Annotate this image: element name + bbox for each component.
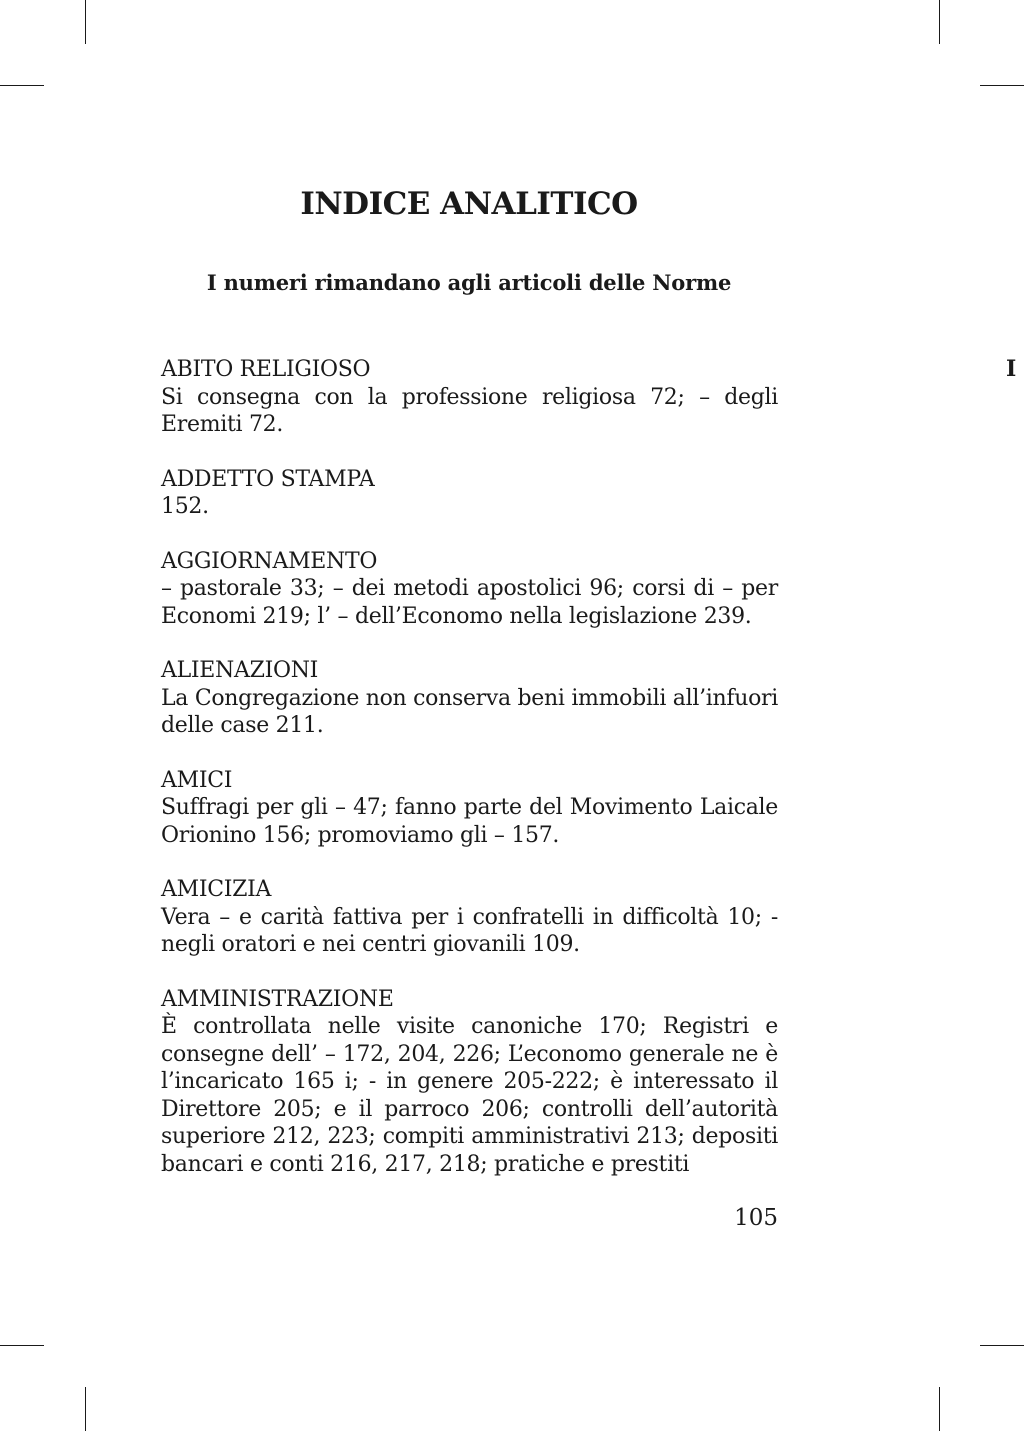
section-letter: I [1006, 356, 1017, 382]
entry-body: Suffragi per gli – 47; fanno parte del Movimento Laicale Orionino 156; promoviamo gli – 157. [161, 795, 778, 848]
index-entry [161, 986, 778, 1179]
crop-mark-bottom-left-vertical [85, 1387, 86, 1431]
crop-mark-top-right-vertical [939, 0, 940, 44]
entry-heading: ABITO RELIGIOSO [161, 357, 371, 382]
entry-body: È controllata nelle visite canoniche 170; Registri e consegne dell’ – 172, 204, 226; L’economo generale ne è l’incaricato 165 i; - in genere 205-222; è interessato il Direttore 205; e il parroco 206; controlli dell’autorità superiore 212, 223; compiti amministrativi 213; depositi bancari e conti 216, 217, 218; pratiche e prestiti [161, 1014, 778, 1177]
crop-mark-top-left-vertical [85, 0, 86, 44]
crop-mark-bottom-right-vertical [939, 1387, 940, 1431]
entry-body: La Congregazione non conserva beni immobili all’infuori delle case 211. [161, 685, 778, 738]
index-entry [161, 876, 778, 959]
entry-heading: ADDETTO STAMPA [161, 466, 375, 492]
index-entries [161, 356, 778, 1205]
crop-mark-bottom-right-horizontal [980, 1345, 1024, 1346]
crop-mark-bottom-left-horizontal [0, 1345, 44, 1346]
entry-body: – pastorale 33; – dei metodi apostolici 96; corsi di – per Economi 219; l’ – dell’Economo nella legislazione 239. [161, 576, 778, 629]
entry-heading: AMMINISTRAZIONE [161, 986, 394, 1012]
index-entry [161, 548, 778, 631]
entry-body: Vera – e carità fattiva per i confratelli in difficoltà 10; - negli oratori e nei centri giovanili 109. [161, 904, 778, 957]
entry-heading: AMICI [161, 767, 233, 793]
entry-heading: ALIENAZIONI [161, 658, 319, 683]
crop-mark-top-left-horizontal [0, 85, 44, 86]
index-entry [161, 657, 778, 740]
index-entry [161, 466, 778, 521]
index-entry [161, 767, 778, 850]
entry-heading: AMICIZIA [161, 877, 272, 902]
entry-body: Si consegna con la professione religiosa 72; – degli Eremiti 72. [161, 384, 778, 437]
index-entry [161, 356, 778, 439]
page-title: INDICE ANALITICO [300, 186, 638, 222]
entry-body: 152. [161, 494, 209, 519]
crop-mark-top-right-horizontal [980, 85, 1024, 86]
page-number: 105 [734, 1205, 778, 1231]
page-subtitle: I numeri rimandano agli articoli delle Norme [206, 270, 732, 295]
entry-heading: AGGIORNAMENTO [161, 548, 378, 574]
